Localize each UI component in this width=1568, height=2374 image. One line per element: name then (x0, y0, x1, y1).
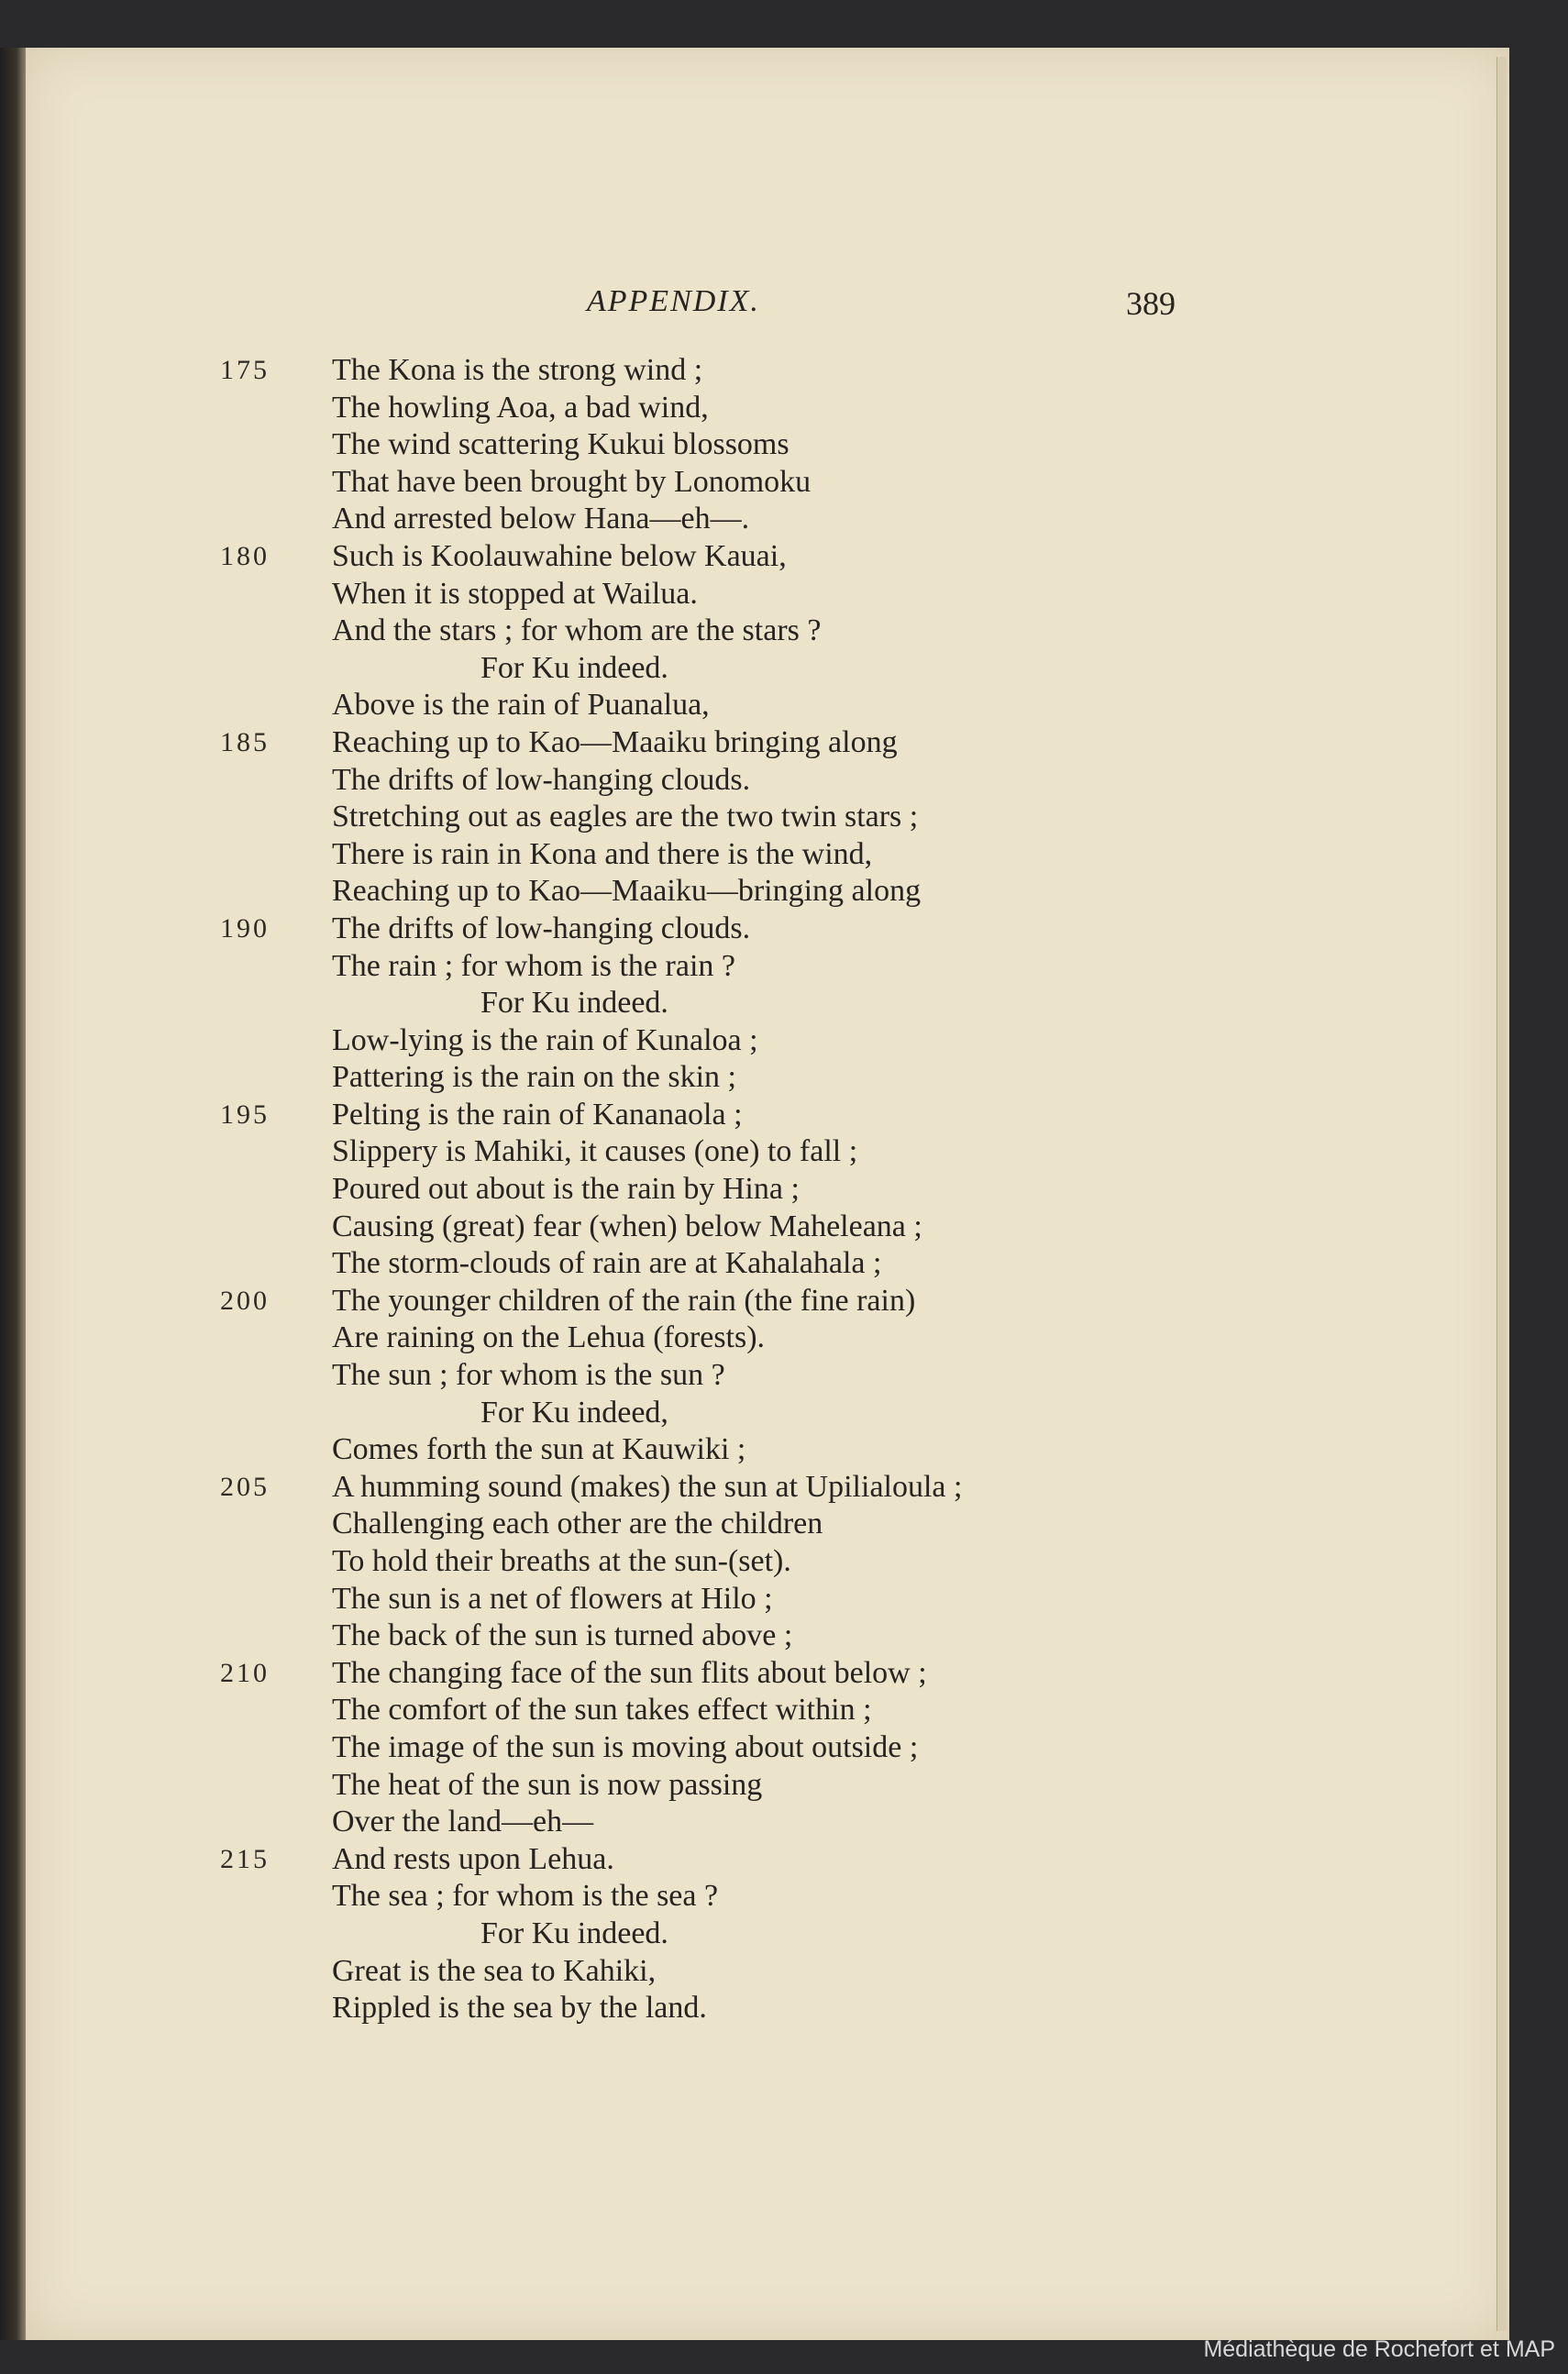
line-text: And rests upon Lehua. (332, 1841, 614, 1876)
line-text: When it is stopped at Wailua. (332, 576, 698, 611)
line-number: 195 (220, 1099, 270, 1130)
line-text: A humming sound (makes) the sun at Upilialoula ; (332, 1469, 963, 1504)
line-text: Reaching up to Kao—Maaiku—bringing along (332, 874, 922, 909)
line-text: To hold their breaths at the sun-(set). (332, 1544, 791, 1578)
line-text: Low-lying is the rain of Kunaloa ; (332, 1022, 758, 1057)
line-number: 205 (220, 1471, 270, 1502)
line-text: Slippery is Mahiki, it causes (one) to fall ; (332, 1134, 858, 1169)
line-text: Reaching up to Kao—Maaiku bringing along (332, 724, 898, 759)
line-text: Causing (great) fear (when) below Maheleana ; (332, 1209, 922, 1243)
line-text: The image of the sun is moving about outside ; (332, 1729, 919, 1764)
running-header-title: APPENDIX. (587, 284, 760, 318)
line-number: 215 (220, 1843, 270, 1874)
line-text: For Ku indeed, (480, 1395, 668, 1430)
line-text: The drifts of low-hanging clouds. (332, 911, 751, 945)
line-text: And arrested below Hana—eh—. (332, 502, 750, 536)
line-text: The back of the sun is turned above ; (332, 1618, 793, 1653)
line-text: Are raining on the Lehua (forests). (332, 1320, 766, 1355)
line-text: The Kona is the strong wind ; (332, 353, 703, 387)
line-number: 175 (220, 355, 270, 385)
line-text: Comes forth the sun at Kauwiki ; (332, 1432, 746, 1467)
line-text: For Ku indeed. (480, 986, 668, 1021)
line-number: 190 (220, 912, 270, 944)
line-number: 185 (220, 726, 270, 757)
line-text: The howling Aoa, a bad wind, (332, 390, 709, 425)
line-text: Pattering is the rain on the skin ; (332, 1060, 736, 1095)
line-text: Pelting is the rain of Kananaola ; (332, 1097, 743, 1132)
line-text: The heat of the sun is now passing (332, 1767, 763, 1802)
line-text: There is rain in Kona and there is the wind, (332, 836, 873, 871)
line-number: 200 (220, 1285, 270, 1316)
line-text: The sun ; for whom is the sun ? (332, 1358, 725, 1393)
line-text: Poured out about is the rain by Hina ; (332, 1172, 800, 1207)
line-text: The sun is a net of flowers at Hilo ; (332, 1581, 773, 1616)
library-watermark: Médiathèque de Rochefort et MAP (1203, 2336, 1555, 2362)
line-text: For Ku indeed. (480, 1916, 668, 1950)
line-text: Such is Koolauwahine below Kauai, (332, 538, 787, 573)
line-text: Above is the rain of Puanalua, (332, 688, 710, 723)
line-text: Stretching out as eagles are the two twin stars ; (332, 800, 919, 834)
line-text: Great is the sea to Kahiki, (332, 1953, 657, 1988)
page-edge (1496, 57, 1507, 2331)
line-text: Challenging each other are the children (332, 1507, 823, 1541)
line-text: The changing face of the sun flits about below ; (332, 1655, 927, 1690)
line-text: The storm-clouds of rain are at Kahalahala ; (332, 1246, 882, 1281)
line-text: That have been brought by Lonomoku (332, 464, 812, 499)
line-text: Rippled is the sea by the land. (332, 1991, 707, 2026)
line-text: The rain ; for whom is the rain ? (332, 948, 735, 983)
line-text: The wind scattering Kukui blossoms (332, 427, 790, 462)
line-text: The younger children of the rain (the fine rain) (332, 1283, 916, 1318)
line-text: For Ku indeed. (480, 650, 668, 685)
line-text: The drifts of low-hanging clouds. (332, 762, 751, 797)
line-text: The sea ; for whom is the sea ? (332, 1879, 719, 1914)
line-text: Over the land—eh— (332, 1805, 594, 1839)
line-text: And the stars ; for whom are the stars ? (332, 613, 822, 648)
page-number: 389 (1126, 285, 1176, 322)
line-number: 180 (220, 540, 270, 571)
line-text: The comfort of the sun takes effect within ; (332, 1693, 872, 1728)
line-number: 210 (220, 1657, 270, 1688)
